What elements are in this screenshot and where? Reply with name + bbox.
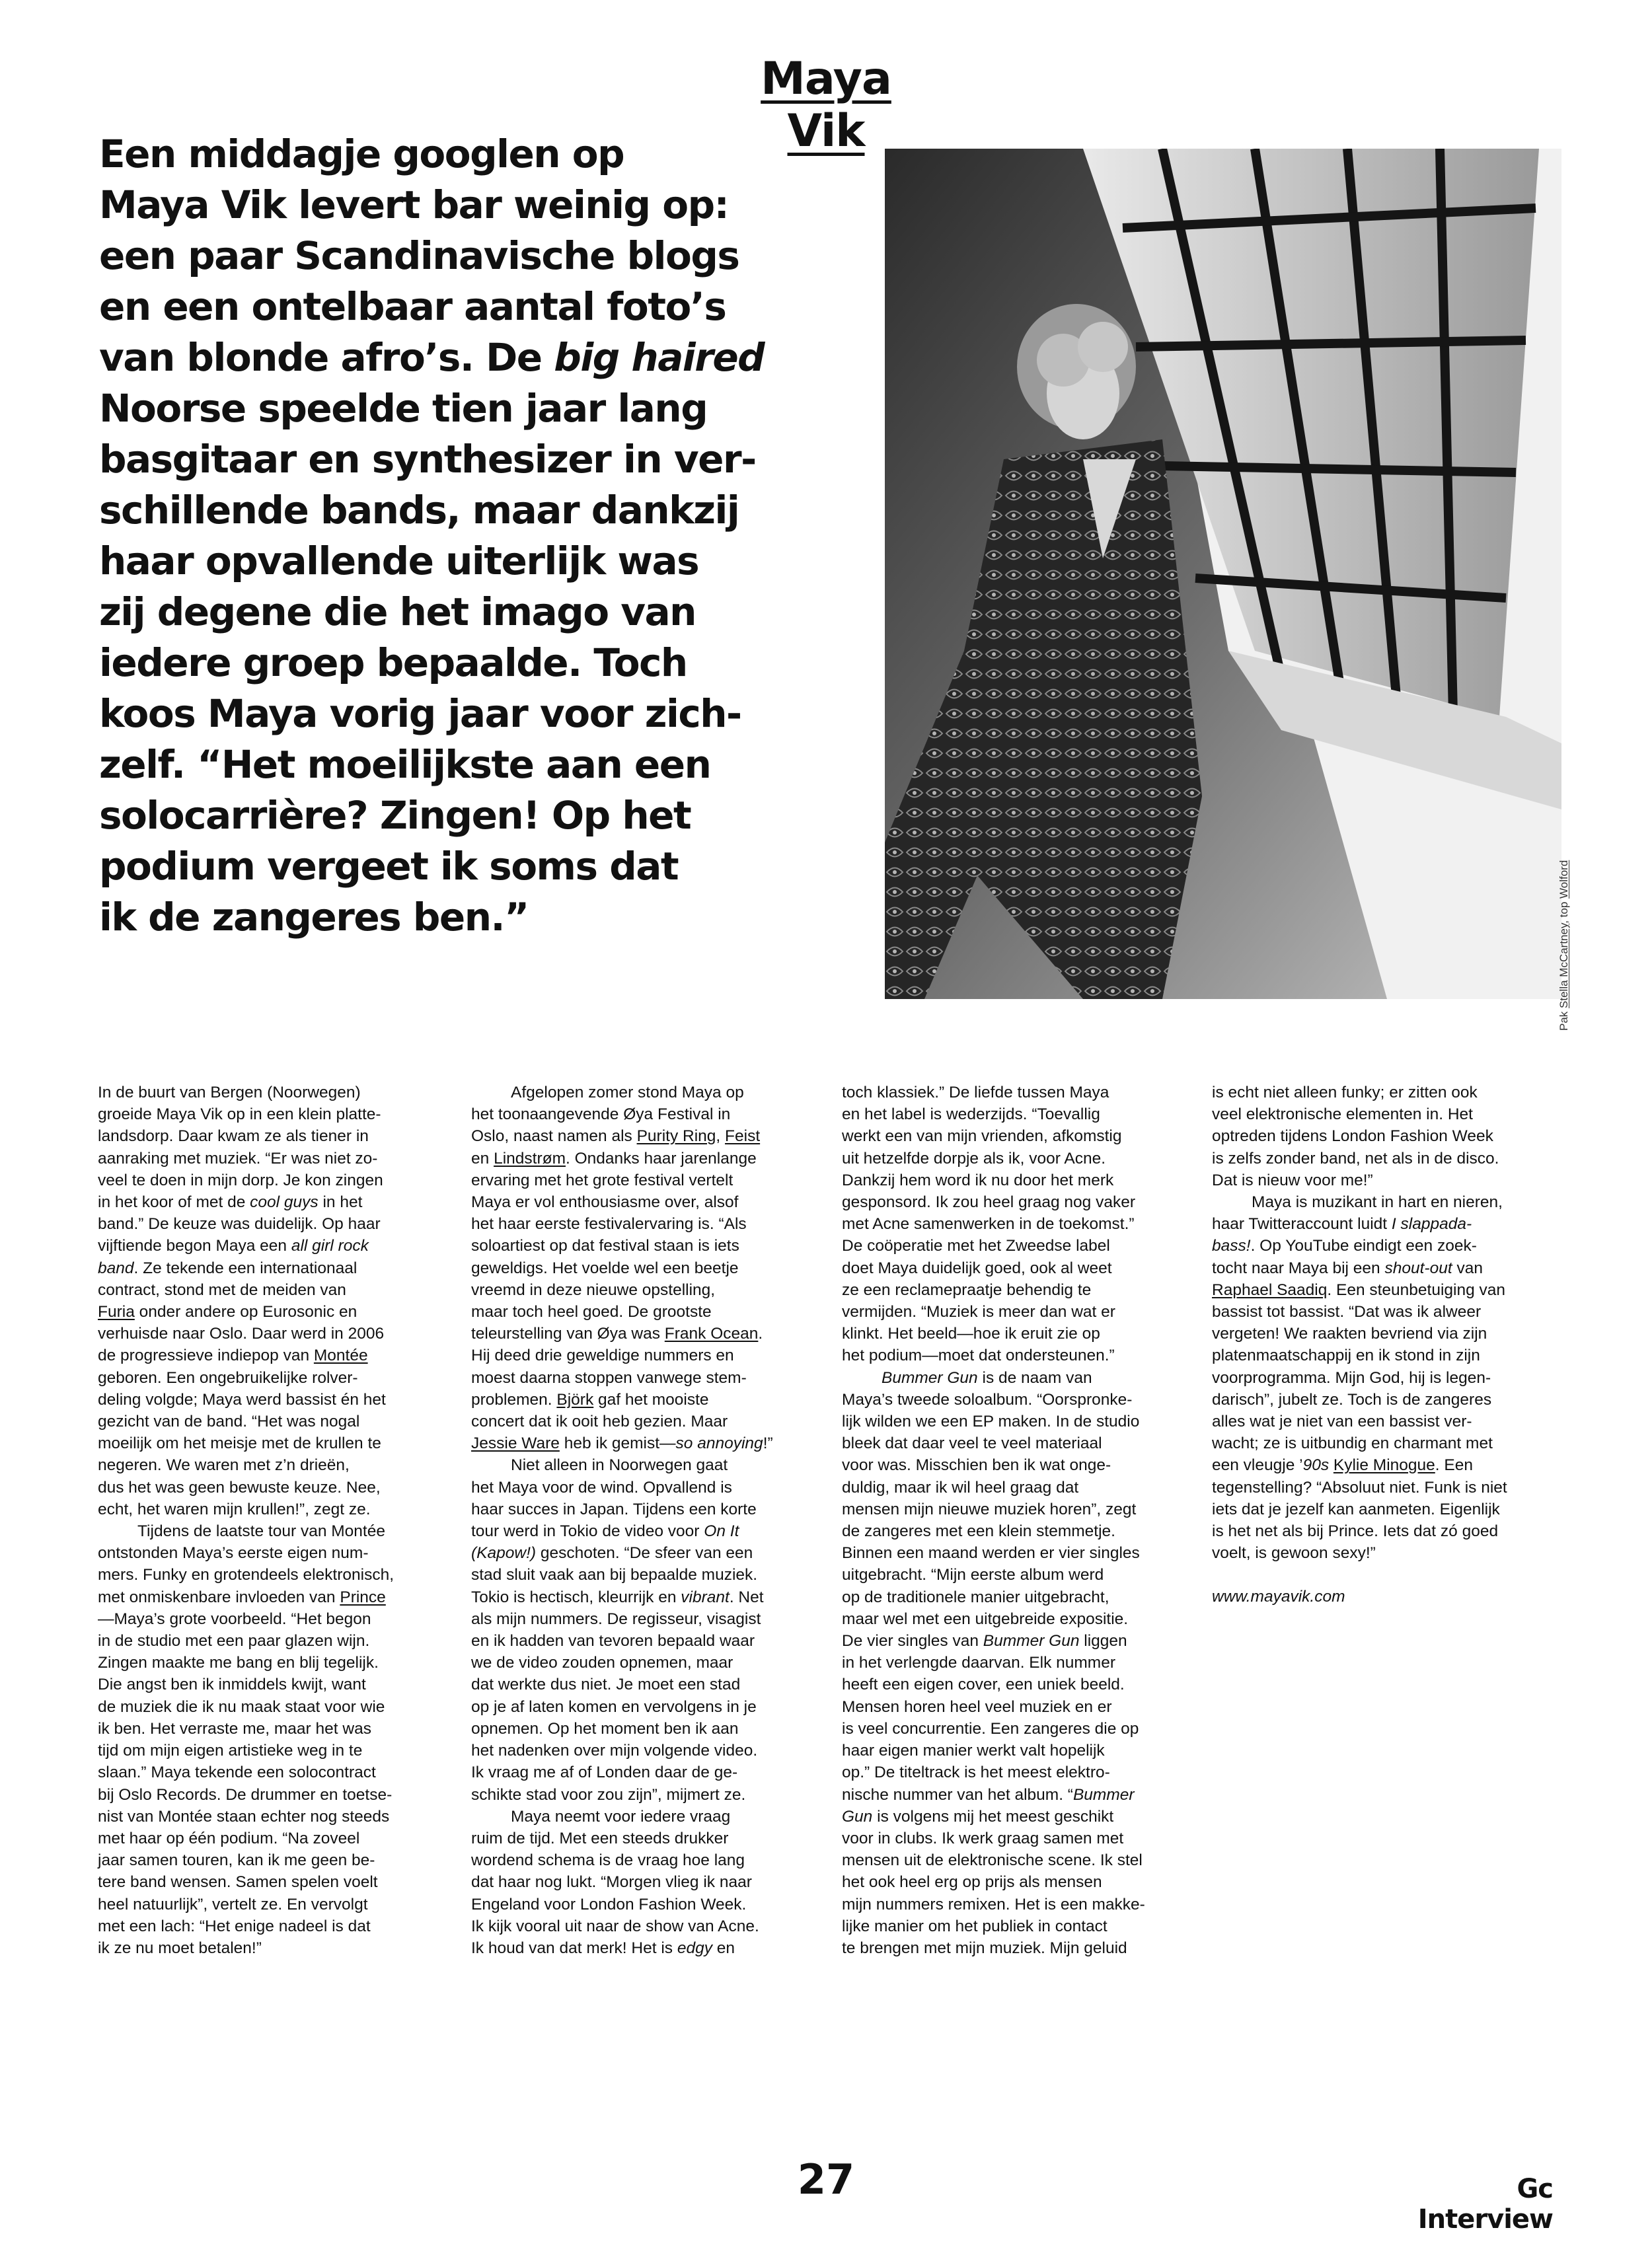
page-title: Maya Vik <box>761 53 891 157</box>
lead-paragraph: Een middagje googlen op Maya Vik levert bar weinig op: een paar Scandinavische blogs en een ontelbaar aantal foto’s van blonde afro’s. De big haired Noorse speelde tien jaar lang basgitaar en synthesizer in ver- schillende bands, maar dankzij haar opvallende uiterlijk was zij degene die het imago van iedere groep bepaalde. Toch koos Maya vorig jaar voor zich- zelf. “Het moeilijkste aan een solocarrière? Zingen! Op het podium vergeet ik soms dat ik de zangeres ben.” <box>99 131 765 940</box>
article-column-1: In de buurt van Bergen (Noorwegen) groeide Maya Vik op in een klein platte- landsdorp. Daar kwam ze als tiener in aanraking met muziek. “Er was niet zo- veel te doen in mijn dorp. Je kon zingen in het koor of met de cool guys in het band.” De keuze was duidelijk. Op haar vijftiende begon Maya een all girl rock band. Ze tekende een internationaal contract, stond met de meiden van Furia onder andere op Eurosonic en verhuisde naar Oslo. Daar werd in 2006 de progressieve indiepop van Montée geboren. Een ongebruikelijke rolver- deling volgde; Maya werd bassist én het gezicht van de band. “Het was nogal moeilijk om het meisje met de krullen te negeren. We waren met z’n drieën, dus het was geen bewuste keuze. Nee, echt, het waren mijn krullen!”, zegt ze. Tijdens de laatste tour van Montée ontstonden Maya’s eerste eigen num- mers. Funky en grotendeels elektronisch, met onmiskenbare invloeden van Prince —Maya’s grote voorbeeld. “Het begon in de studio met een paar glazen wijn. Zingen maakte me bang en blij tegelijk. Die angst ben ik inmiddels kwijt, want de muziek die ik nu maak staat voor wie ik ben. Het verraste me, maar het was tijd om mijn eigen artistieke weg in te slaan.” Maya tekende een solocontract bij Oslo Records. De drummer en toetse- nist van Montée staan echter nog steeds met haar op één podium. “Na zoveel jaar samen touren, kan ik me geen be- tere band wensen. Samen spelen voelt heel natuurlijk”, vertelt ze. En vervolgt met een lach: “Het enige nadeel is dat ik ze nu moet betalen!” <box>98 1084 394 1957</box>
article-column-4: is echt niet alleen funky; er zitten ook veel elektronische elementen in. Het optreden tijdens London Fashion Week is zelfs zonder band, net als in de disco. Dat is nieuw voor me!” Maya is muzikant in hart en nieren, haar Twitteraccount luidt I slappada- bass!. Op YouTube eindigt een zoek- tocht naar Maya bij een shout-out van Raphael Saadiq. Een steunbetuiging van bassist tot bassist. “Dat was ik alweer vergeten! We raakten bevriend via zijn platenmaatschappij en ik stond in zijn voorprogramma. Mijn God, hij is legen- darisch”, jubelt ze. Toch is de zangeres alles wat je niet van een bassist ver- wacht; ze is uitbundig en charmant met een vleugje ’90s Kylie Minogue. Een tegenstelling? “Absoluut niet. Funk is niet iets dat je jezelf kan aanmeten. Eigenlijk is het net als bij Prince. Iets dat zó goed voelt, is gewoon sexy!” www.mayavik.com <box>1212 1082 1556 1608</box>
page-number: 27 <box>797 2155 855 2204</box>
website-link[interactable]: www.mayavik.com <box>1212 1588 1345 1606</box>
portrait-photo <box>885 149 1561 999</box>
article-column-2: Afgelopen zomer stond Maya op het toonaangevende Øya Festival in Oslo, naast namen als Purity Ring, Feist en Lindstrøm. Ondanks haar jarenlange ervaring met het grote festival vertelt Maya er vol enthousiasme over, alsof het haar eerste festivalervaring is. “Als soloartiest op dat festival staan is iets geweldigs. Het voelde wel een beetje vreemd in deze nieuwe opstelling, maar toch heel goed. De grootste teleurstelling van Øya was Frank Ocean. Hij deed drie geweldige nummers en moest daarna stoppen vanwege stem- problemen. Björk gaf het mooiste concert dat ik ooit heb gezien. Maar Jessie Ware heb ik gemist—so annoying!” Niet alleen in Noorwegen gaat het Maya voor de wind. Opvallend is haar succes in Japan. Tijdens een korte tour werd in Tokio de video voor On It (Kapow!) geschoten. “De sfeer van een stad sluit vaak aan bij bepaalde muziek. Tokio is hectisch, kleurrijk en vibrant. Net als mijn nummers. De regisseur, visagist en ik hadden van tevoren bepaald waar we de video zouden opnemen, maar dat werkte dus niet. Je moet een stad op je af laten komen en vervolgens in je opnemen. Op het moment ben ik aan het nadenken over mijn volgende video. Ik vraag me af of Londen daar de ge- schikte stad voor zou zijn”, mijmert ze. Maya neemt voor iedere vraag ruim de tijd. Met een steeds drukker wordend schema is de vraag hoe lang dat haar nog lukt. “Morgen vlieg ik naar Engeland voor London Fashion Week. Ik kijk vooral uit naar de show van Acne. Ik houd van dat merk! Het is edgy en <box>471 1084 773 1957</box>
article-column-3: toch klassiek.” De liefde tussen Maya en het label is wederzijds. “Toevallig werkt een van mijn vrienden, afkomstig uit hetzelfde dorpje als ik, voor Acne. Dankzij hem word ik nu door het merk gesponsord. Ik zou heel graag nog vaker met Acne samenwerken in de toekomst.” De coöperatie met het Zweedse label doet Maya duidelijk goed, ook al weet ze een reclamepraatje behendig te vermijden. “Muziek is meer dan wat er klinkt. Het beeld—hoe ik eruit zie op het podium—moet dat ondersteunen.” Bummer Gun is de naam van Maya’s tweede soloalbum. “Oorspronke- lijk wilden we een EP maken. In de studio bleek dat daar veel te veel materiaal voor was. Misschien ben ik wat onge- duldig, maar ik wil heel graag dat mensen mijn nieuwe muziek horen”, zegt de zangeres met een klein stemmetje. Binnen een maand werden er vier singles uitgebracht. “Mijn eerste album werd op de traditionele manier uitgebracht, maar wel met een uitgebreide expositie. De vier singles van Bummer Gun liggen in het verlengde daarvan. Elk nummer heeft een eigen cover, een uniek beeld. Mensen horen heel veel muziek en er is veel concurrentie. Een zangeres die op haar eigen manier werkt valt hopelijk op.” De titeltrack is het meest elektro- nische nummer van het album. “Bummer Gun is volgens mij het meest geschikt voor in clubs. Ik werk graag samen met mensen uit de elektronische scene. Ik stel het ook heel erg op prijs als mensen mijn nummers remixen. Het is een makke- lijke manier om het publiek in contact te brengen met mijn muziek. Mijn geluid <box>842 1084 1145 1957</box>
photo-credit: Pak Stella McCartney, top Wolford <box>1558 860 1570 1031</box>
section-label: Gc Interview <box>1417 2174 1553 2235</box>
